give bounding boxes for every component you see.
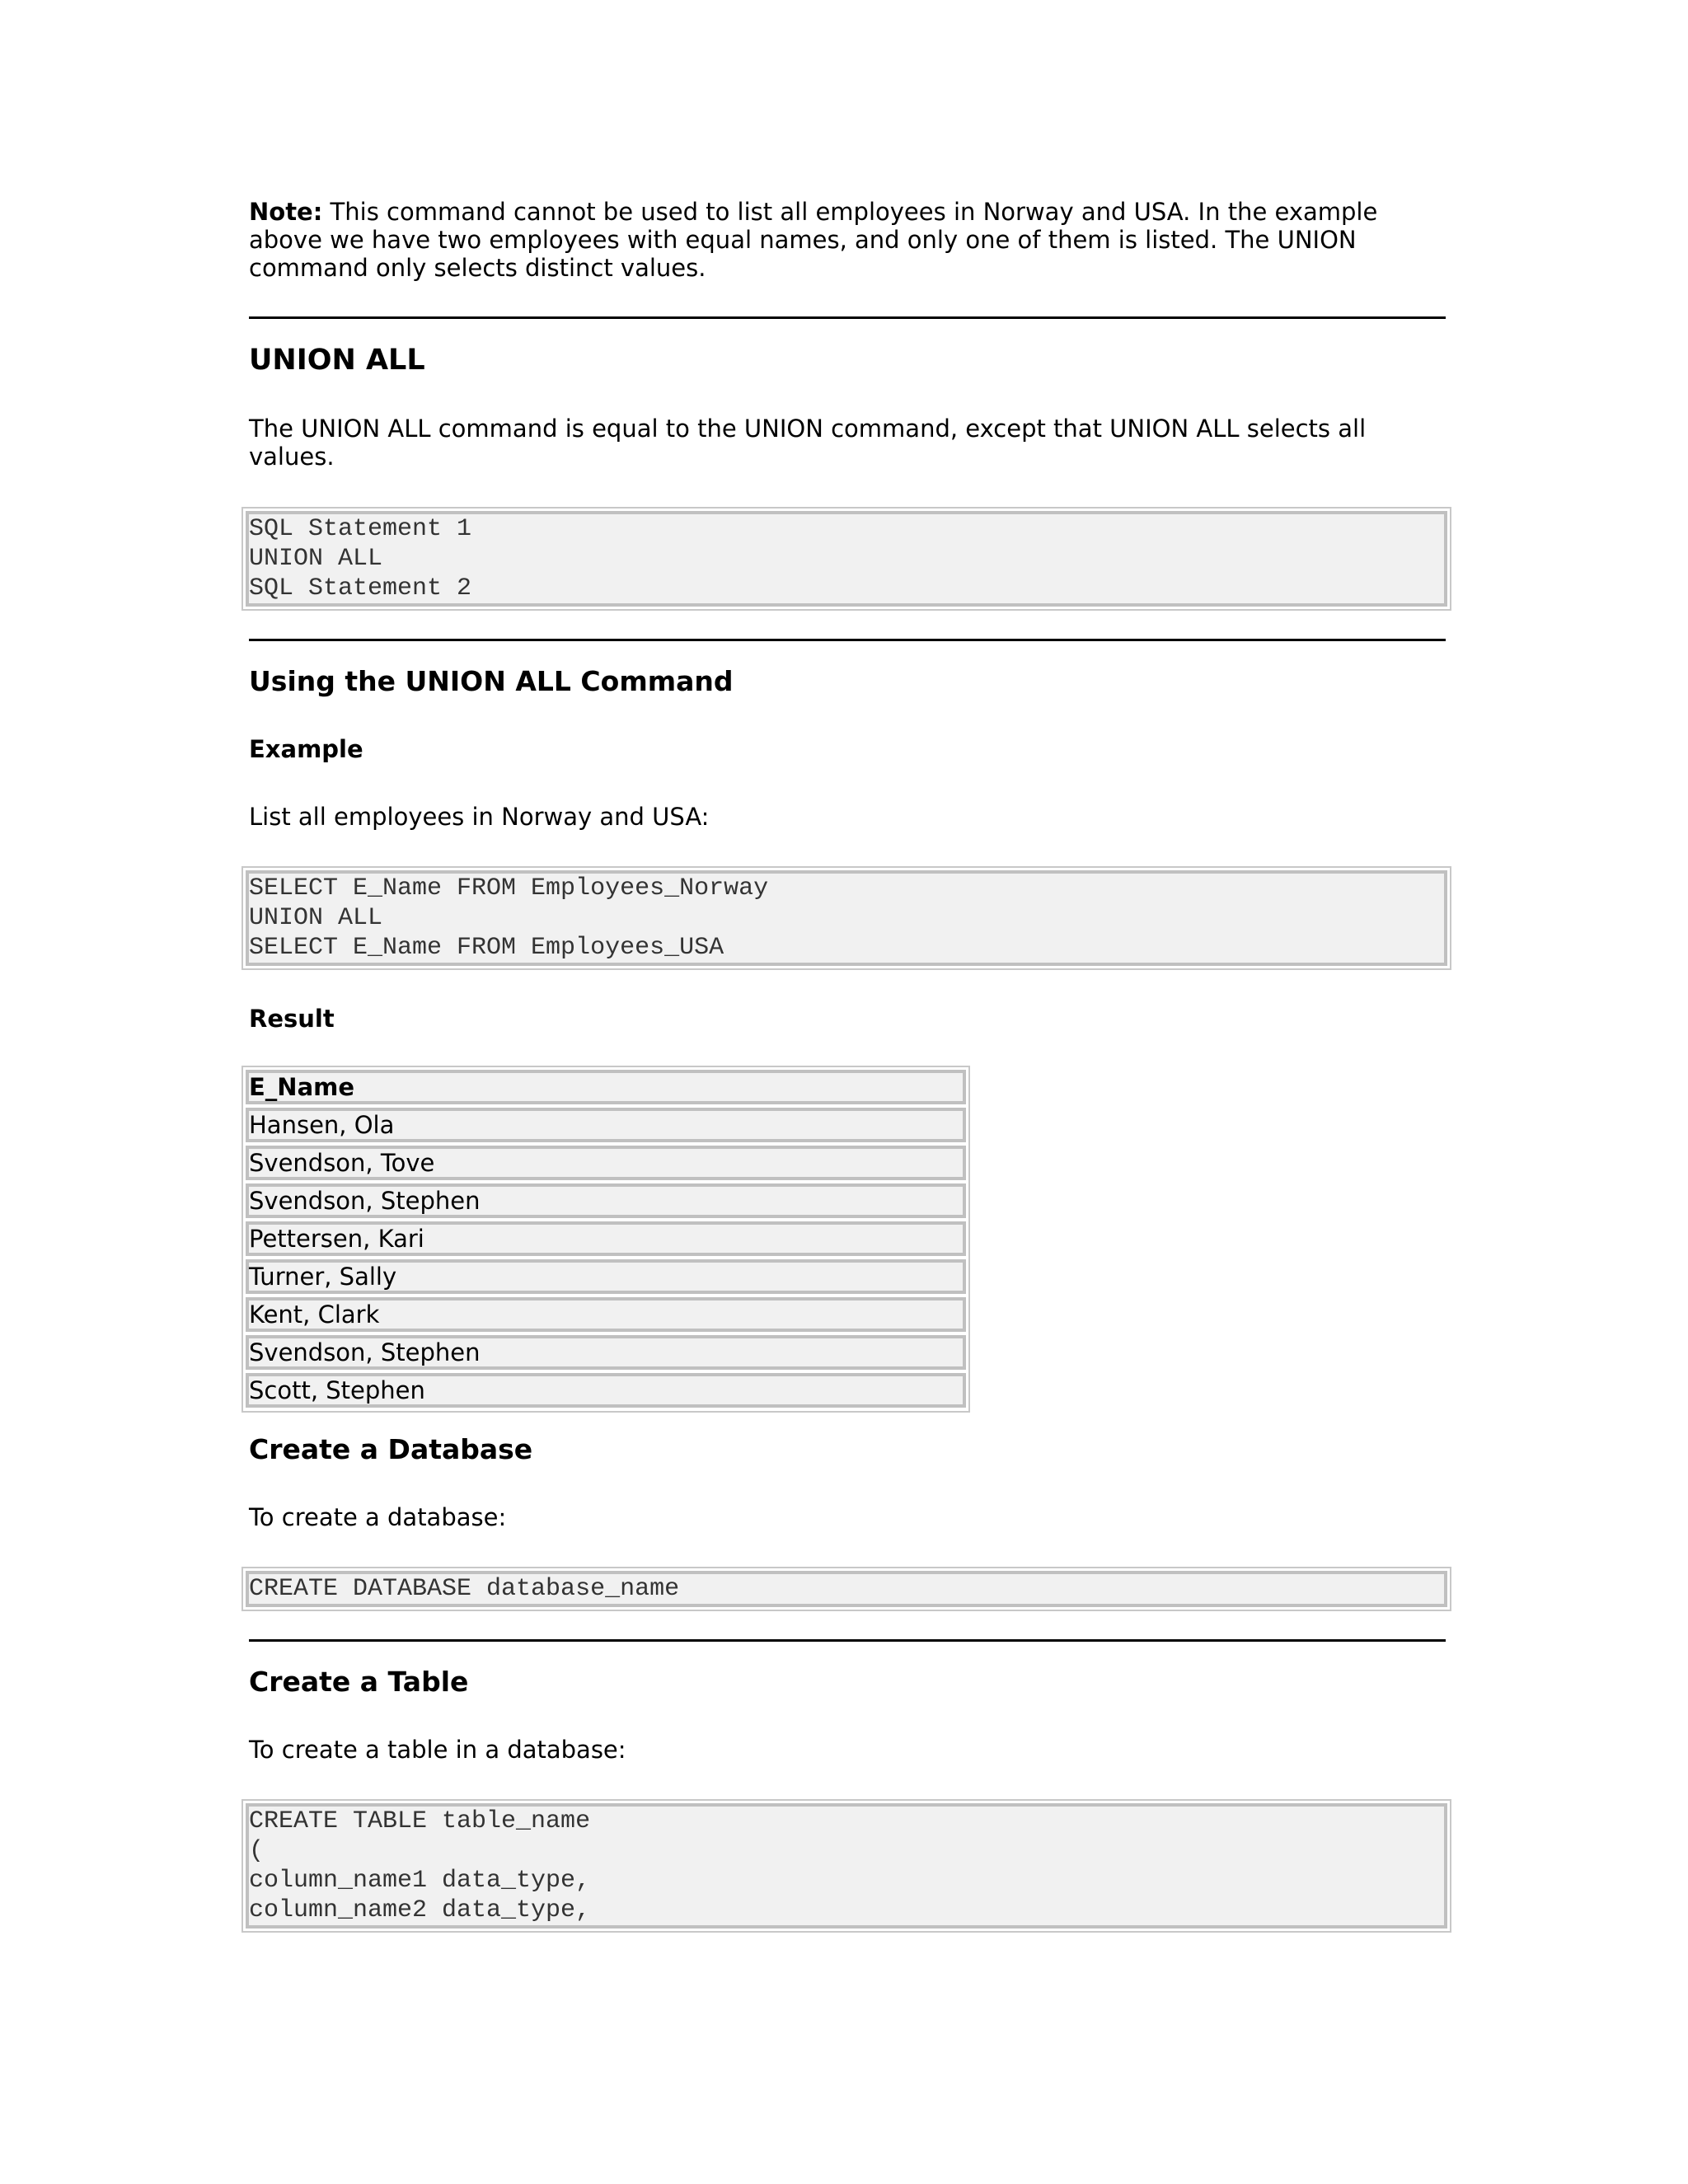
code-line: SELECT E_Name FROM Employees_Norway <box>249 874 769 902</box>
code-line: UNION ALL <box>249 904 383 932</box>
create-table-heading: Create a Table <box>249 1666 469 1698</box>
result-table <box>241 1066 970 1413</box>
create-table-code-block <box>241 1799 1451 1933</box>
table-row: Svendson, Tove <box>246 1146 966 1180</box>
code-line: column_name2 data_type, <box>249 1896 591 1924</box>
result-heading: Result <box>249 1005 335 1033</box>
note-text-line-1: This command cannot be used to list all employees in Norway and USA. In the example <box>322 198 1378 226</box>
using-union-all-heading: Using the UNION ALL Command <box>249 665 734 697</box>
create-table-description: To create a table in a database: <box>249 1736 626 1764</box>
table-row: Svendson, Stephen <box>246 1335 966 1370</box>
create-database-code-block <box>241 1567 1451 1611</box>
document-page <box>249 198 1446 1933</box>
note-paragraph <box>249 198 1446 282</box>
example-description: List all employees in Norway and USA: <box>249 803 710 831</box>
example-code-block <box>241 866 1451 970</box>
code-line: UNION ALL <box>249 545 383 573</box>
table-header-cell: E_Name <box>246 1070 966 1104</box>
table-row: Turner, Sally <box>246 1259 966 1294</box>
union-all-syntax-code-block <box>241 507 1451 611</box>
table-row: Hansen, Ola <box>246 1108 966 1142</box>
union-all-heading: UNION ALL <box>249 344 425 377</box>
code-line: SQL Statement 2 <box>249 574 472 602</box>
code-line: column_name1 data_type, <box>249 1867 591 1895</box>
union-all-description <box>249 415 1446 471</box>
create-database-description: To create a database: <box>249 1503 507 1531</box>
note-text-line-2: above we have two employees with equal names, and only one of them is listed. The UNION <box>249 226 1357 254</box>
union-all-desc-line-2: values. <box>249 443 335 471</box>
table-row: Kent, Clark <box>246 1297 966 1332</box>
note-label: Note: <box>249 198 323 226</box>
note-text-line-3: command only selects distinct values. <box>249 254 706 282</box>
union-all-desc-line-1: The UNION ALL command is equal to the UNION command, except that UNION ALL selects all <box>249 415 1367 443</box>
code-line: CREATE TABLE table_name <box>249 1807 591 1835</box>
code-line: CREATE DATABASE database_name <box>249 1575 680 1603</box>
code-line: SQL Statement 1 <box>249 515 472 543</box>
table-row: Scott, Stephen <box>246 1373 966 1408</box>
example-heading: Example <box>249 735 363 763</box>
code-line: SELECT E_Name FROM Employees_USA <box>249 934 724 962</box>
table-row: Svendson, Stephen <box>246 1183 966 1218</box>
create-database-heading: Create a Database <box>249 1433 533 1465</box>
code-line: ( <box>249 1837 265 1865</box>
table-row: Pettersen, Kari <box>246 1221 966 1256</box>
